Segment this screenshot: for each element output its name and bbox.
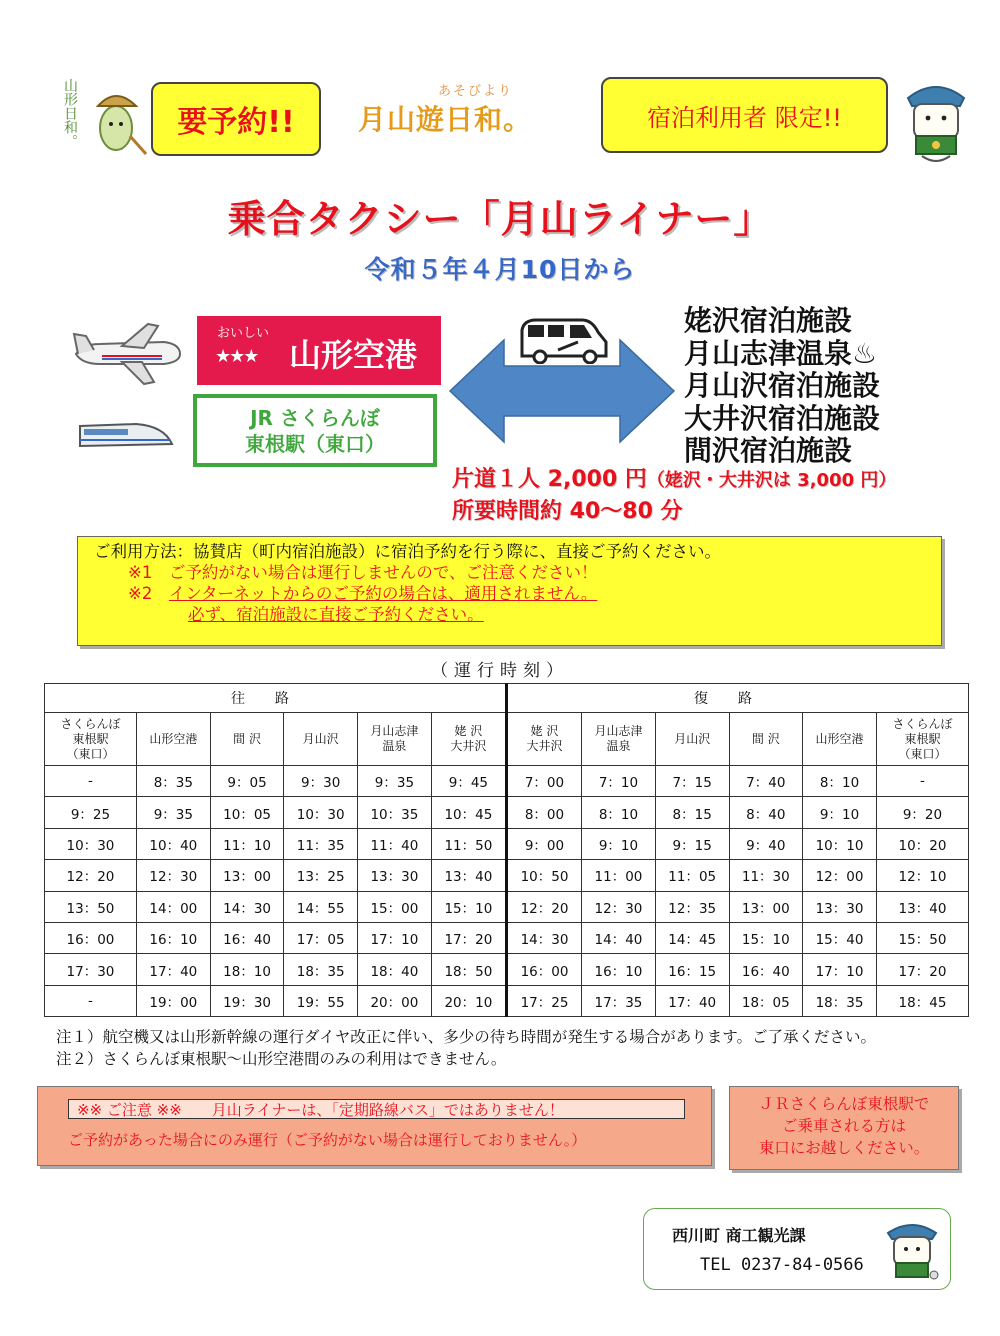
table-row [45, 985, 969, 1016]
note-text: インターネットからのご予約の場合は、適用されません。 [168, 584, 598, 603]
outbound-header: 往路 [45, 684, 507, 713]
table-cell: 16：40 [210, 922, 284, 953]
table-row [45, 828, 969, 859]
yamagata-airport-sign [197, 316, 441, 385]
timetable-caption: （運行時刻） [431, 661, 569, 681]
reservation-required-badge: 要予約!! [151, 82, 321, 156]
contact-dept: 西川町 商工観光課 [672, 1226, 806, 1245]
note-text: ご予約がない場合は運行しませんので、ご注意ください！ [168, 563, 598, 582]
table-cell: 8：40 [729, 797, 803, 828]
table-cell: 17：40 [136, 954, 210, 985]
table-cell: 8：10 [803, 766, 877, 797]
table-cell: 17：20 [431, 922, 506, 953]
note-item: 注１）航空機又は山形新幹線の運行ダイヤ改正に伴い、多少の待ち時間が発生する場合があります。ご了承ください。 [56, 1028, 876, 1046]
table-cell: 14：40 [582, 922, 656, 953]
table-cell: 15：10 [729, 922, 803, 953]
column-header: 山形空港 [136, 713, 210, 766]
table-cell: 16：40 [729, 954, 803, 985]
airport-prefix: おいしい [217, 326, 270, 341]
table-cell: 16：10 [582, 954, 656, 985]
table-cell: 11：50 [431, 828, 506, 859]
table-cell: 18：10 [210, 954, 284, 985]
station-line1: JR さくらんぼ [250, 405, 380, 430]
table-cell: 12：35 [655, 891, 729, 922]
table-cell: 17：35 [582, 985, 656, 1016]
table-cell: 10：10 [803, 828, 877, 859]
table-row [45, 797, 969, 828]
table-cell: 18：50 [431, 954, 506, 985]
east-exit-line: ご乗車される方は [781, 1117, 906, 1135]
table-cell: 15：50 [876, 922, 968, 953]
table-cell: 19：55 [284, 985, 358, 1016]
guest-only-badge: 宿泊利用者 限定!! [601, 77, 888, 153]
table-cell: 19：30 [210, 985, 284, 1016]
table-cell: 12：30 [582, 891, 656, 922]
table-cell: 15：40 [803, 922, 877, 953]
logo-text: 月山遊日和。 [358, 103, 533, 136]
table-cell: 19：00 [136, 985, 210, 1016]
table-cell: 18：35 [803, 985, 877, 1016]
column-header: 月山沢 [655, 713, 729, 766]
mascot-left-icon [86, 84, 150, 158]
destination-list [684, 305, 880, 468]
column-header: さくらんぼ 東根駅 （東口） [876, 713, 968, 766]
usage-box [77, 536, 942, 646]
table-cell: 10：05 [210, 797, 284, 828]
table-row [45, 922, 969, 953]
table-cell: 17：20 [876, 954, 968, 985]
table-cell: 9：00 [506, 828, 581, 859]
table-cell: 11：35 [284, 828, 358, 859]
logo-ruby: あそびより [438, 84, 514, 99]
table-cell: 18：35 [284, 954, 358, 985]
usage-note1 [94, 562, 941, 583]
east-exit-line: ＪＲさくらんぼ東根駅で [758, 1095, 930, 1113]
yamagata-biyori-logo [60, 78, 150, 158]
table-cell: 17：10 [803, 954, 877, 985]
table-cell: 16：10 [136, 922, 210, 953]
table-cell: 10：50 [506, 860, 581, 891]
table-cell: 13：00 [210, 860, 284, 891]
destination-item: 月山志津温泉♨ [684, 336, 878, 370]
table-cell: 13：30 [803, 891, 877, 922]
table-cell: 9：35 [357, 766, 431, 797]
duration-text: 所要時間約 40～80 分 [452, 499, 683, 524]
table-cell: 15：00 [357, 891, 431, 922]
column-header: 間 沢 [210, 713, 284, 766]
table-cell: 9：20 [876, 797, 968, 828]
table-cell: 8：15 [655, 797, 729, 828]
table-cell: 10：45 [431, 797, 506, 828]
table-cell: 8：35 [136, 766, 210, 797]
table-cell: 11：00 [582, 860, 656, 891]
table-cell: 10：35 [357, 797, 431, 828]
note-item: 注２）さくらんぼ東根駅～山形空港間のみの利用はできません。 [56, 1050, 507, 1068]
start-date: 令和５年４月10日から [364, 255, 636, 284]
table-cell: 9：30 [284, 766, 358, 797]
table-cell: 11：40 [357, 828, 431, 859]
fare-note: （姥沢・大井沢は 3,000 円） [646, 470, 897, 491]
notes [56, 1026, 876, 1070]
column-header: 姥 沢 大井沢 [431, 713, 506, 766]
gassan-asobiyori-logo [358, 80, 568, 140]
table-cell: 8：00 [506, 797, 581, 828]
east-exit-box [729, 1086, 959, 1170]
destination-item: 月山沢宿泊施設 [684, 369, 881, 402]
table-cell: - [45, 985, 137, 1016]
warning-line1: ※※ ご注意 ※※ 月山ライナーは、「定期路線バス」ではありません！ [68, 1099, 685, 1119]
table-cell: 14：00 [136, 891, 210, 922]
logo-vertical-text: 山形日和。 [62, 78, 78, 148]
table-cell: - [876, 766, 968, 797]
table-cell: 17：40 [655, 985, 729, 1016]
return-header: 復路 [506, 684, 968, 713]
column-header: さくらんぼ 東根駅 （東口） [45, 713, 137, 766]
timetable [44, 683, 969, 1017]
destination-item: 間沢宿泊施設 [684, 434, 853, 467]
table-cell: 12：20 [45, 860, 137, 891]
table-cell: 7：00 [506, 766, 581, 797]
column-header: 姥 沢 大井沢 [506, 713, 581, 766]
destination-item: 姥沢宿泊施設 [684, 304, 853, 337]
column-header: 間 沢 [729, 713, 803, 766]
table-cell: 13：25 [284, 860, 358, 891]
taxi-van-icon [518, 316, 610, 364]
table-cell: 13：40 [431, 860, 506, 891]
table-cell: 12：20 [506, 891, 581, 922]
east-exit-line: 東口にお越しください。 [758, 1139, 930, 1157]
table-cell: 9：25 [45, 797, 137, 828]
column-header: 月山沢 [284, 713, 358, 766]
destination-item: 大井沢宿泊施設 [684, 401, 881, 435]
table-cell: 15：10 [431, 891, 506, 922]
note-mark: ※2 [128, 584, 153, 603]
table-row [45, 860, 969, 891]
table-row [45, 954, 969, 985]
table-cell: 9：05 [210, 766, 284, 797]
column-header: 山形空港 [803, 713, 877, 766]
column-header: 月山志津 温泉 [582, 713, 656, 766]
table-cell: 17：25 [506, 985, 581, 1016]
airplane-icon [72, 320, 184, 386]
table-cell: 17：30 [45, 954, 137, 985]
table-cell: 9：15 [655, 828, 729, 859]
table-row [45, 891, 969, 922]
table-cell: 13：50 [45, 891, 137, 922]
airport-name: 山形空港 [289, 336, 418, 374]
table-cell: 14：30 [210, 891, 284, 922]
table-cell: 9：10 [582, 828, 656, 859]
warning-line2: ご予約があった場合にのみ運行（ご予約がない場合は運行しておりません。） [68, 1131, 587, 1149]
table-cell: 13：30 [357, 860, 431, 891]
usage-note2 [94, 583, 941, 604]
table-cell: 18：40 [357, 954, 431, 985]
table-cell: 14：45 [655, 922, 729, 953]
table-cell: 20：00 [357, 985, 431, 1016]
table-cell: 9：45 [431, 766, 506, 797]
fare-main: 片道１人 2,000 円 [452, 467, 647, 492]
table-cell: 12：30 [136, 860, 210, 891]
page-title: 乗合タクシー「月山ライナー」 [227, 197, 773, 241]
table-row [45, 766, 969, 797]
table-cell: 16：15 [655, 954, 729, 985]
note-mark: ※1 [128, 563, 153, 582]
table-cell: 18：05 [729, 985, 803, 1016]
table-cell: - [45, 766, 137, 797]
table-cell: 16：00 [45, 922, 137, 953]
table-cell: 11：30 [729, 860, 803, 891]
station-line2: 東根駅（東口） [245, 431, 385, 456]
table-cell: 9：40 [729, 828, 803, 859]
usage-note2b [94, 604, 941, 625]
table-cell: 20：10 [431, 985, 506, 1016]
contact-box [643, 1208, 951, 1290]
table-cell: 12：10 [876, 860, 968, 891]
table-cell: 17：10 [357, 922, 431, 953]
jr-station-sign [193, 394, 437, 467]
table-cell: 18：45 [876, 985, 968, 1016]
table-cell: 7：15 [655, 766, 729, 797]
table-cell: 14：30 [506, 922, 581, 953]
table-cell: 9：10 [803, 797, 877, 828]
table-cell: 16：00 [506, 954, 581, 985]
mascot-contact-icon [882, 1217, 942, 1285]
mascot-right-icon [900, 76, 972, 166]
stars-icon: ★★★ [215, 346, 258, 367]
table-cell: 10：30 [45, 828, 137, 859]
table-cell: 13：40 [876, 891, 968, 922]
table-cell: 8：10 [582, 797, 656, 828]
fare-text [452, 462, 896, 493]
table-cell: 7：10 [582, 766, 656, 797]
table-cell: 17：05 [284, 922, 358, 953]
table-cell: 12：00 [803, 860, 877, 891]
table-cell: 11：05 [655, 860, 729, 891]
table-cell: 13：00 [729, 891, 803, 922]
table-cell: 14：55 [284, 891, 358, 922]
contact-tel: TEL 0237-84-0566 [700, 1255, 864, 1275]
usage-line: ご利用方法：協賛店（町内宿泊施設）に宿泊予約を行う際に、直接ご予約ください。 [94, 542, 721, 561]
note-text: 必ず、宿泊施設に直接ご予約ください。 [188, 605, 484, 624]
warning-box [37, 1086, 712, 1166]
table-cell: 9：35 [136, 797, 210, 828]
table-cell: 10：30 [284, 797, 358, 828]
table-cell: 10：40 [136, 828, 210, 859]
bullet-train-icon [78, 418, 174, 452]
table-cell: 11：10 [210, 828, 284, 859]
column-header: 月山志津 温泉 [357, 713, 431, 766]
table-cell: 7：40 [729, 766, 803, 797]
table-cell: 10：20 [876, 828, 968, 859]
